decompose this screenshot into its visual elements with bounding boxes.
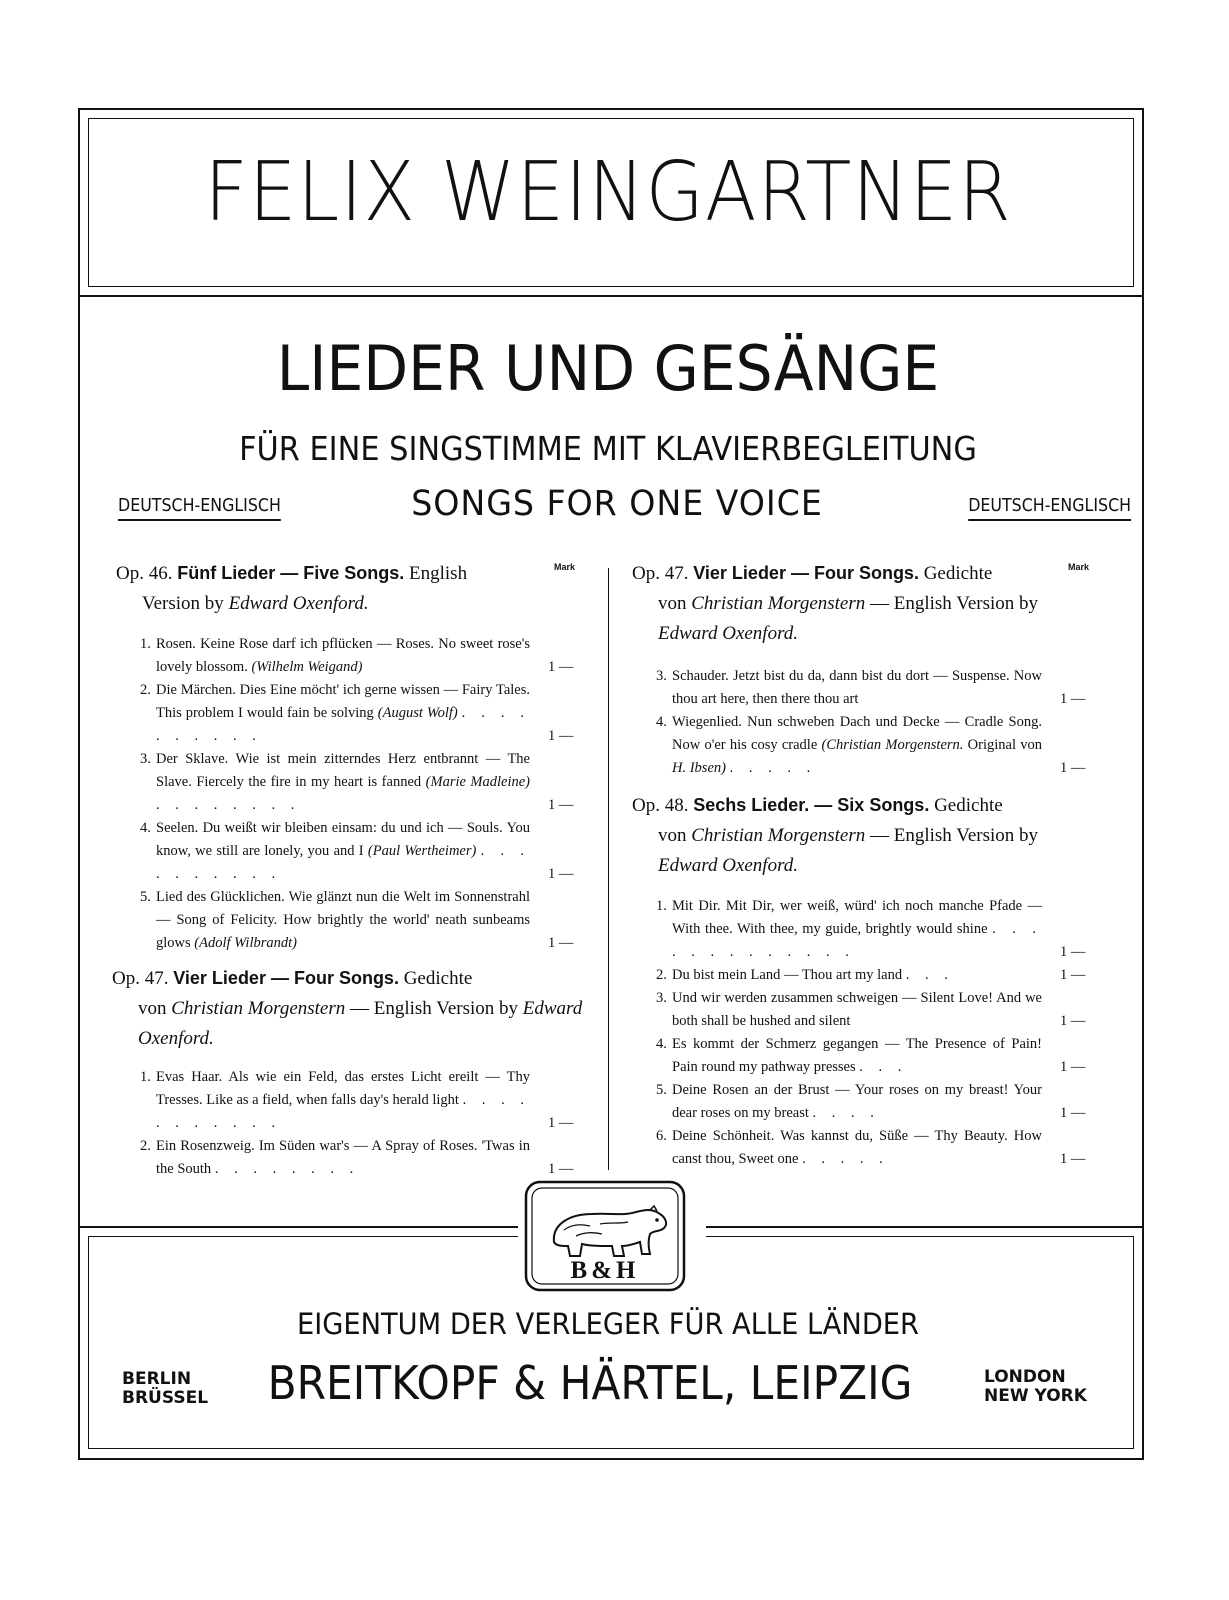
list-item: 1. Evas Haar. Als wie ein Feld, das erstes Licht ereilt — Thy Tresses. Like as a field, when falls day's herald light . . . . . . . . . . . 1 — (116, 1066, 590, 1135)
poet: (Paul Wertheimer) (367, 843, 477, 859)
right-column (632, 558, 1102, 1171)
price: 1 — (1060, 967, 1086, 983)
list-item: 2. Ein Rosenzweig. Im Süden war's — A Spray of Roses. 'Twas in the South . . . . . . . . 1 — (116, 1135, 590, 1181)
mark-header: Mark (1068, 562, 1090, 572)
price: 1 — (548, 659, 574, 675)
poet: (Adolf Wilbrandt) (194, 935, 297, 951)
poet: H. Ibsen) (672, 760, 726, 776)
translator: Edward Oxenford. (658, 855, 799, 876)
opus-text: von (138, 998, 167, 1019)
opus-text: Version by (142, 593, 224, 614)
opus-heading (112, 963, 590, 1054)
poet: Christian Morgenstern (691, 593, 866, 614)
opus-number: Op. 46. (116, 563, 173, 584)
list-item: 5. Lied des Glücklichen. Wie glänzt nun die Welt im Sonnenstrahl — Song of Felicity. How brightly the world' neath sunbeams glows (Adolf Wilbrandt) 1 — (116, 886, 590, 955)
cities-left: BERLIN BRÜSSEL (122, 1369, 209, 1408)
opus-text: von (658, 593, 687, 614)
opus-text: — English Version by (350, 998, 519, 1019)
translator: Edward Oxenford. (138, 998, 583, 1049)
main-title: LIEDER UND GESÄNGE (276, 332, 940, 405)
opus-number: Op. 47. (632, 563, 689, 584)
frame-top-outer (78, 108, 1144, 110)
price: 1 — (1060, 1105, 1086, 1121)
price: 1 — (1060, 1059, 1086, 1075)
price: 1 — (548, 1115, 574, 1131)
opus-number: Op. 48. (632, 795, 689, 816)
opus-text: — English Version by (870, 825, 1039, 846)
opus-heading (632, 558, 1102, 649)
price: 1 — (548, 797, 574, 813)
list-item: 3. Der Sklave. Wie ist mein zitterndes Herz entbrannt — The Slave. Fiercely the fire in my heart is fanned (Marie Madleine) . . . . . . . . 1 — (116, 748, 590, 817)
poet: (Wilhelm Weigand) (251, 659, 363, 675)
left-column (112, 558, 590, 1181)
english-title: SONGS FOR ONE VOICE (411, 484, 823, 524)
opus-text: Gedichte (923, 563, 993, 584)
price: 1 — (1060, 1151, 1086, 1167)
publisher-name: BREITKOPF & HÄRTEL, LEIPZIG (267, 1356, 913, 1410)
logo-letters: B&H (570, 1257, 640, 1284)
composer-name: FELIX WEINGARTNER (204, 145, 1012, 240)
translator: Edward Oxenford. (658, 623, 799, 644)
price: 1 — (548, 935, 574, 951)
opus-text: von (658, 825, 687, 846)
composer-rule-2 (78, 295, 1144, 297)
list-item: 2. Die Märchen. Dies Eine möcht' ich gerne wissen — Fairy Tales. This problem I would fain be solving (August Wolf) . . . . . . . . . . 1 — (116, 679, 590, 748)
price: 1 — (548, 728, 574, 744)
composer-rule-1 (88, 286, 1134, 287)
list-item: 2. Du bist mein Land — Thou art my land . . . 1 — (632, 964, 1102, 987)
mark-header: Mark (554, 562, 576, 572)
opus-title: Sechs Lieder. — Six Songs. (693, 795, 930, 815)
frame-right-outer (1142, 108, 1144, 1460)
language-label-left: DEUTSCH-ENGLISCH (118, 497, 281, 521)
opus-heading (632, 790, 1102, 881)
ownership-notice: EIGENTUM DER VERLEGER FÜR ALLE LÄNDER (297, 1307, 919, 1341)
list-item: 3. Schauder. Jetzt bist du da, dann bist du dort — Suspense. Now thou art here, then there thou art 1 — (632, 665, 1102, 711)
list-item: 1. Mit Dir. Mit Dir, wer weiß, würd' ich noch manche Pfade — With thee. With thee, my guide, brightly would shine . . . . . . . . . . . . . 1 — (632, 895, 1102, 964)
poet: Christian Morgenstern (691, 825, 866, 846)
translator: Edward Oxenford. (228, 593, 369, 614)
list-item: 1. Rosen. Keine Rose darf ich pflücken — Roses. No sweet rose's lovely blossom. (Wilhelm Weigand) 1 — (116, 633, 590, 679)
price: 1 — (1060, 760, 1086, 776)
footer-rule-right-inner (706, 1236, 1134, 1237)
opus-title: Fünf Lieder — Five Songs. (177, 563, 405, 583)
opus-text: Gedichte (403, 968, 473, 989)
price: 1 — (548, 1161, 574, 1177)
poet: Christian Morgenstern (171, 998, 346, 1019)
opus-number: Op. 47. (112, 968, 169, 989)
list-item: 3. Und wir werden zusammen schweigen — Silent Love! And we both shall be hushed and silent 1 — (632, 987, 1102, 1033)
poet: (August Wolf) (377, 705, 458, 721)
language-label-right: DEUTSCH-ENGLISCH (968, 497, 1131, 521)
opus-heading (116, 558, 590, 619)
frame-left-inner (88, 118, 89, 286)
list-item: 4. Es kommt der Schmerz gegangen — The Presence of Pain! Pain round my pathway presses . . . 1 — (632, 1033, 1102, 1079)
list-item: 5. Deine Rosen an der Brust — Your roses on my breast! Your dear roses on my breast . . . . 1 — (632, 1079, 1102, 1125)
price: 1 — (1060, 691, 1086, 707)
list-item: 4. Seelen. Du weißt wir bleiben einsam: du und ich — Souls. You know, we still are lonely, you and I (Paul Wertheimer) . . . . . . . . . . 1 — (116, 817, 590, 886)
frame-top-inner (88, 118, 1134, 119)
price: 1 — (1060, 1013, 1086, 1029)
price: 1 — (1060, 944, 1086, 960)
opus-text: — English Version by (870, 593, 1039, 614)
column-divider (608, 568, 609, 1170)
price: 1 — (548, 866, 574, 882)
footer-rule-left-outer (78, 1226, 518, 1228)
cities-right: LONDON NEW YORK (984, 1367, 1087, 1406)
footer-right-inner-edge (1133, 1236, 1134, 1448)
frame-right-inner (1133, 118, 1134, 286)
opus-text: Gedichte (934, 795, 1003, 816)
footer-left-inner-edge (88, 1236, 89, 1448)
poet: (Marie Madleine) (425, 774, 531, 790)
subtitle: FÜR EINE SINGSTIMME MIT KLAVIERBEGLEITUNG (239, 429, 977, 468)
footer-rule-right-outer (706, 1226, 1144, 1228)
frame-left-outer (78, 108, 80, 1460)
poet: (Christian Morgenstern. (821, 737, 964, 753)
list-item: 4. Wiegenlied. Nun schweben Dach und Decke — Cradle Song. Now o'er his cosy cradle (Christian Morgenstern. Original von H. Ibsen) . . . . . 1 — (632, 711, 1102, 780)
frame-bottom-outer (78, 1458, 1144, 1460)
opus-text: English (409, 563, 468, 584)
footer-rule-left-inner (88, 1236, 518, 1237)
opus-title: Vier Lieder — Four Songs. (173, 968, 399, 988)
list-item: 6. Deine Schönheit. Was kannst du, Süße — Thy Beauty. How canst thou, Sweet one . . . . . 1 — (632, 1125, 1102, 1171)
opus-title: Vier Lieder — Four Songs. (693, 563, 919, 583)
footer-bottom-inner (88, 1448, 1134, 1449)
